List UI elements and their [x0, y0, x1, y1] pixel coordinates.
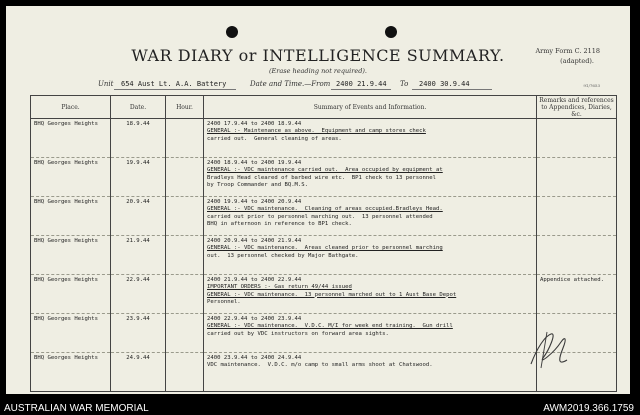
punch-hole	[385, 26, 397, 38]
summary-line: GENERAL :- VDC maintenance. 13 personnel marched out to 1 Aust Base Depot	[207, 291, 457, 298]
summary-line: 2400 18.9.44 to 2400 19.9.44	[207, 160, 302, 166]
place-cell: BHQ Georges Heights	[31, 158, 111, 197]
print-code: 91/7653	[583, 83, 600, 88]
summary-line: out. 13 personnel checked by Major Bathgate.	[207, 252, 359, 259]
summary-line: Personnel.	[207, 298, 241, 305]
unit-underline	[114, 89, 236, 90]
table-row	[31, 119, 617, 158]
remarks-cell: Appendice attached.	[537, 275, 617, 314]
summary-cell	[204, 158, 537, 197]
form-number	[535, 46, 600, 66]
hour-cell	[166, 119, 204, 158]
column-header-remarks: Remarks and references to Appendices, Diaries, &c.	[537, 96, 617, 119]
date-cell: 22.9.44	[111, 275, 166, 314]
summary-line: GENERAL :- Maintenance as above. Equipment and camp stores check	[207, 128, 426, 135]
summary-line: carried out. General cleaning of areas.	[207, 135, 342, 142]
hour-cell	[166, 158, 204, 197]
summary-line: 2400 21.9.44 to 2400 22.9.44	[207, 277, 302, 283]
diary-sheet	[6, 6, 630, 394]
place-cell: BHQ Georges Heights	[31, 314, 111, 353]
summary-line: BHQ in afternoon in reference to BP1 check.	[207, 220, 352, 227]
summary-line: 2400 23.9.44 to 2400 24.9.44	[207, 355, 302, 361]
summary-cell	[204, 353, 537, 392]
table-row	[31, 236, 617, 275]
date-cell: 19.9.44	[111, 158, 166, 197]
punch-hole	[226, 26, 238, 38]
summary-line: GENERAL :- VDC maintenance carried out. Area occupied by equipment at	[207, 167, 443, 174]
date-cell: 18.9.44	[111, 119, 166, 158]
remarks-cell	[537, 197, 617, 236]
summary-line: GENERAL :- VDC maintenance. Cleaning of areas occupied.Bradleys Head.	[207, 206, 443, 213]
table-row	[31, 197, 617, 236]
hour-cell	[166, 236, 204, 275]
hour-cell	[166, 197, 204, 236]
remarks-cell	[537, 236, 617, 275]
summary-line: carried out prior to personnel marching out. 13 personnel attended	[207, 213, 433, 220]
date-cell: 23.9.44	[111, 314, 166, 353]
column-header-summary: Summary of Events and Information.	[204, 96, 537, 119]
table-row	[31, 275, 617, 314]
column-header-date: Date.	[111, 96, 166, 119]
summary-line: IMPORTANT ORDERS :- Gas return 49/44 issued	[207, 284, 352, 291]
document-subtitle: (Erase heading not required).	[269, 67, 367, 75]
hour-cell	[166, 314, 204, 353]
place-cell: BHQ Georges Heights	[31, 275, 111, 314]
unit-value: 654 Aust Lt. A.A. Battery	[121, 80, 227, 88]
column-header-place: Place.	[31, 96, 111, 119]
summary-cell	[204, 236, 537, 275]
place-cell: BHQ Georges Heights	[31, 353, 111, 392]
summary-cell	[204, 314, 537, 353]
table-header-row	[31, 96, 617, 119]
to-underline	[412, 89, 492, 90]
unit-label: Unit	[98, 80, 114, 88]
summary-line: GENERAL :- VDC maintenance. Areas cleaned prior to personnel marching	[207, 245, 443, 252]
hour-cell	[166, 353, 204, 392]
summary-line: Bradleys Head cleared of barbed wire etc. BP1 check to 13 personnel	[207, 174, 437, 181]
summary-line: VDC maintenance. V.D.C. m/o camp to small arms shoot at Chatswood.	[207, 362, 433, 369]
date-cell: 21.9.44	[111, 236, 166, 275]
from-value: 2400 21.9.44	[336, 80, 387, 88]
to-value: 2400 30.9.44	[419, 80, 470, 88]
hour-cell	[166, 275, 204, 314]
form-number-line: Army Form C. 2118	[535, 47, 600, 55]
summary-line: 2400 22.9.44 to 2400 23.9.44	[207, 316, 302, 322]
footer-accession: AWM2019.366.1759	[543, 403, 634, 414]
remarks-cell	[537, 158, 617, 197]
from-underline	[331, 89, 391, 90]
to-label: To	[400, 80, 409, 88]
summary-cell	[204, 119, 537, 158]
summary-line: 2400 19.9.44 to 2400 20.9.44	[207, 199, 302, 205]
place-cell: BHQ Georges Heights	[31, 197, 111, 236]
remarks-cell	[537, 119, 617, 158]
footer-institution: AUSTRALIAN WAR MEMORIAL	[4, 403, 149, 414]
document-title: WAR DIARY or INTELLIGENCE SUMMARY.	[131, 46, 505, 65]
summary-line: 2400 20.9.44 to 2400 21.9.44	[207, 238, 302, 244]
table-row	[31, 158, 617, 197]
summary-line: 2400 17.9.44 to 2400 18.9.44	[207, 121, 302, 127]
summary-cell	[204, 275, 537, 314]
summary-cell	[204, 197, 537, 236]
place-cell: BHQ Georges Heights	[31, 236, 111, 275]
column-header-hour: Hour.	[166, 96, 204, 119]
date-cell: 20.9.44	[111, 197, 166, 236]
place-cell: BHQ Georges Heights	[31, 119, 111, 158]
summary-line: GENERAL :- VDC maintenance. V.D.C. M/I for week end training. Gun drill	[207, 323, 453, 330]
date-cell: 24.9.44	[111, 353, 166, 392]
form-number-sub: (adapted).	[560, 57, 594, 65]
summary-line: by Troop Commander and BQ.M.S.	[207, 181, 309, 188]
datetime-label: Date and Time.—From	[250, 80, 331, 88]
signature	[527, 328, 573, 370]
summary-line: carried out by VDC instructors on forward area sights.	[207, 330, 389, 337]
